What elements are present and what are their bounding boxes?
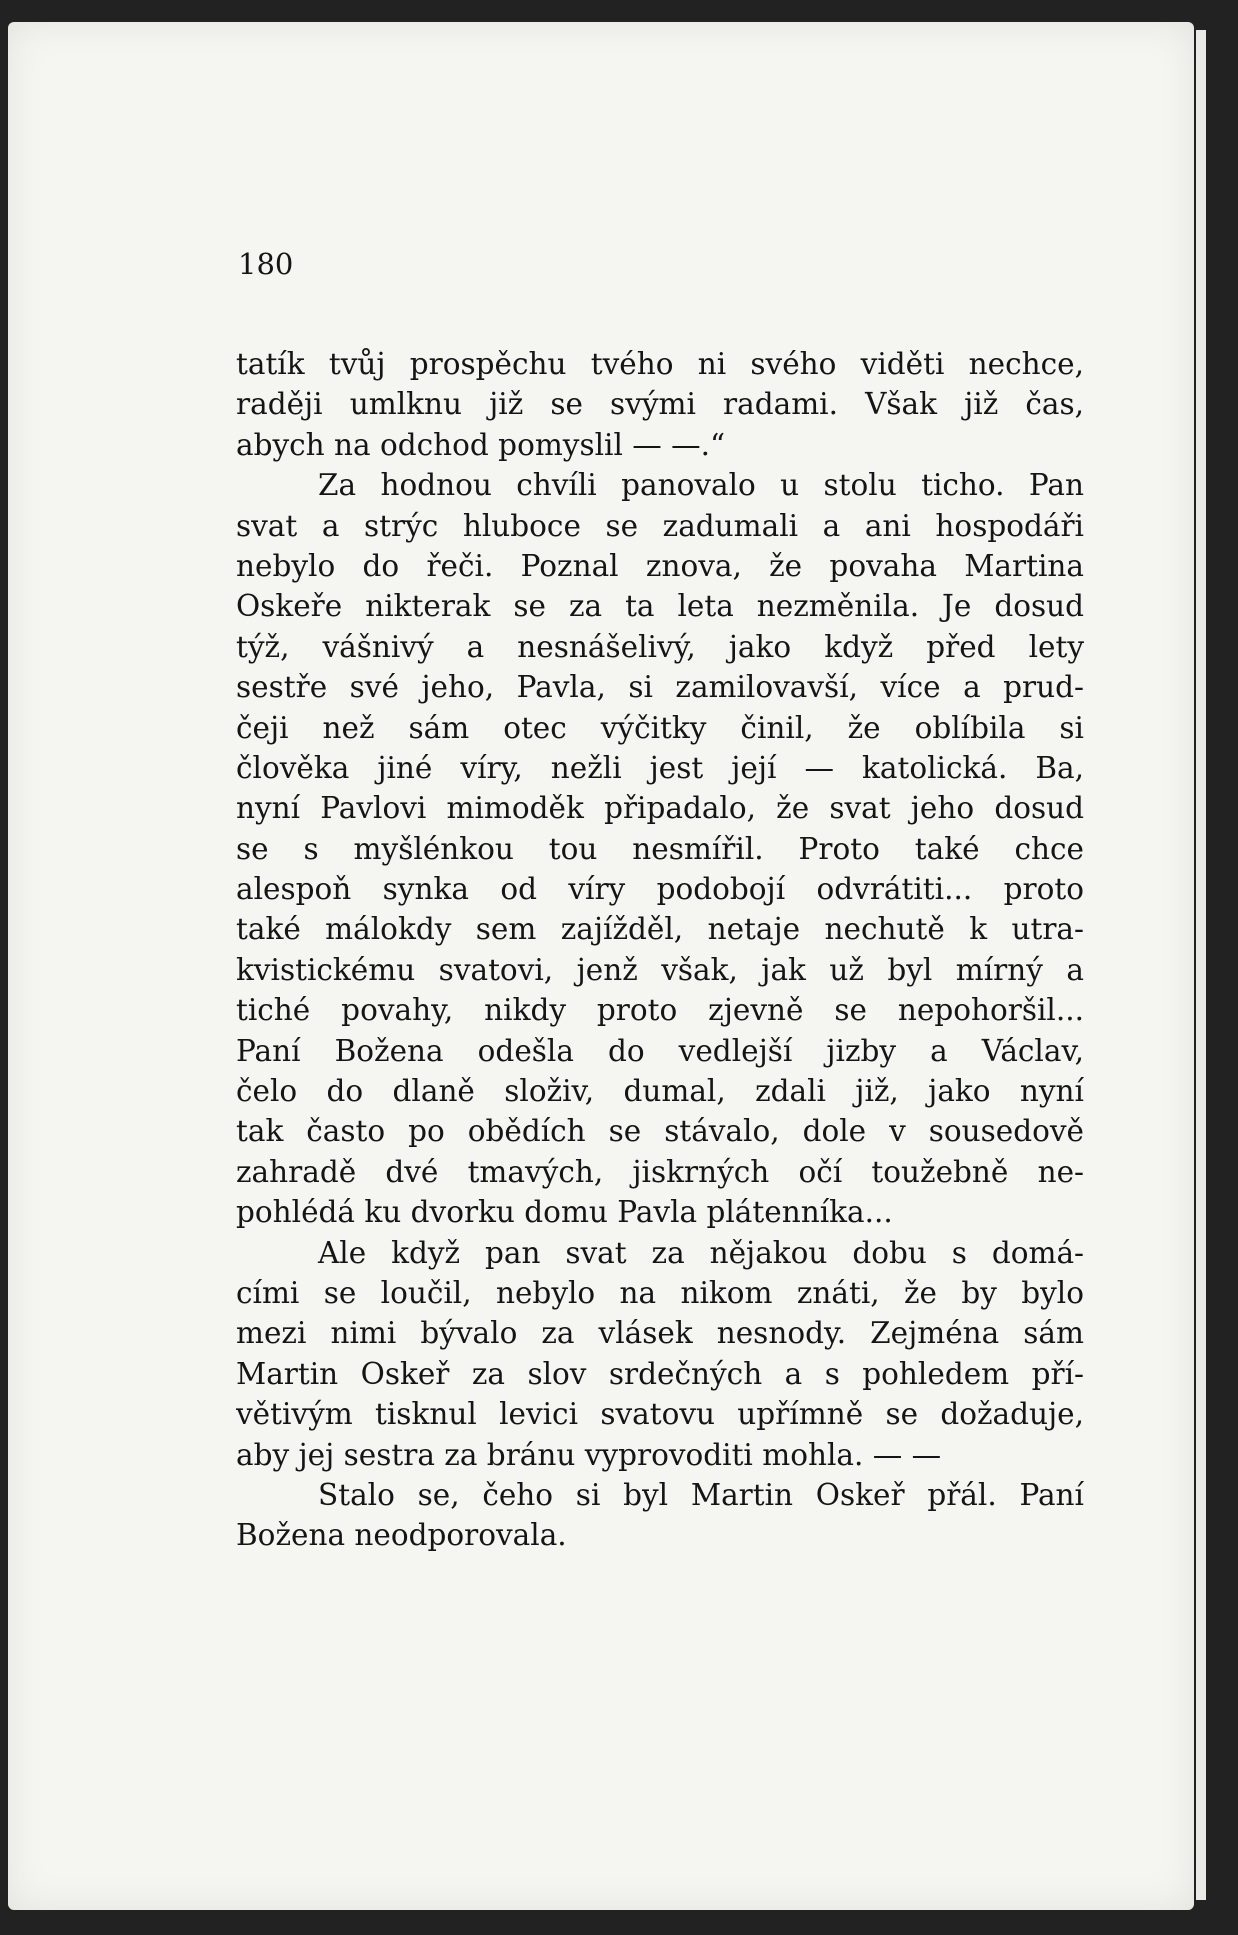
text-line: raději umlknu již se svými radami. Však již čas, [236, 387, 1084, 422]
page-number: 180 [238, 247, 294, 281]
text-line: se s myšlénkou tou nesmířil. Proto také chce [236, 831, 1084, 866]
body-text [236, 344, 1084, 1556]
text-line: Oskeře nikterak se za ta leta nezměnila. Je dosud [236, 589, 1084, 624]
text-line: Paní Božena odešla do vedlejší jizby a Václav, [236, 1033, 1084, 1068]
text-line: nebylo do řeči. Poznal znova, že povaha Martina [236, 548, 1084, 583]
paragraph [236, 344, 1084, 465]
page-edge [1196, 30, 1206, 1900]
text-line: Božena neodporovala. [236, 1518, 567, 1553]
text-line: týž, vášnivý a nesnášelivý, jako když před lety [236, 629, 1084, 664]
text-line: mezi nimi bývalo za vlásek nesnody. Zejména sám [236, 1316, 1084, 1351]
text-line: Ale když pan svat za nějakou dobu s domá- [318, 1235, 1084, 1270]
text-line: člověka jiné víry, nežli jest její — katolická. Ba, [236, 750, 1084, 785]
text-line: čeji než sám otec výčitky činil, že oblíbila si [236, 710, 1084, 745]
text-line: tatík tvůj prospěchu tvého ni svého viděti nechce, [236, 347, 1084, 381]
paragraph [236, 465, 1084, 1232]
text-line: pohlédá ku dvorku domu Pavla plátenníka... [236, 1195, 893, 1230]
text-line: svat a strýc hluboce se zadumali a ani hospodáři [236, 508, 1084, 543]
text-line: Za hodnou chvíli panovalo u stolu ticho. Pan [318, 468, 1084, 503]
text-line: tak často po obědích se stávalo, dole v sousedově [236, 1114, 1084, 1149]
text-line: sestře své jeho, Pavla, si zamilovavší, více a prud- [236, 670, 1084, 705]
text-line: kvistickému svatovi, jenž však, jak už byl mírný a [236, 952, 1084, 987]
text-line: čelo do dlaně složiv, dumal, zdali již, jako nyní [236, 1074, 1084, 1109]
text-line: alespoň synka od víry podobojí odvrátiti... proto [236, 872, 1084, 907]
text-line: zahradě dvé tmavých, jiskrných očí toužebně ne- [236, 1154, 1084, 1189]
text-line: aby jej sestra za bránu vyprovoditi mohla. — — [236, 1437, 942, 1472]
paragraph [236, 1233, 1084, 1475]
paragraph [236, 1475, 1084, 1556]
text-line: nyní Pavlovi mimoděk připadalo, že svat jeho dosud [236, 791, 1084, 826]
text-line: abych na odchod pomyslil — —.“ [236, 427, 726, 462]
text-line: tiché povahy, nikdy proto zjevně se nepohoršil... [236, 993, 1084, 1028]
text-line: Martin Oskeř za slov srdečných a s pohledem pří- [236, 1356, 1084, 1391]
text-line: větivým tisknul levici svatovu upřímně se dožaduje, [236, 1397, 1084, 1432]
text-line: Stalo se, čeho si byl Martin Oskeř přál. Paní [318, 1477, 1084, 1512]
text-line: cími se loučil, nebylo na nikom znáti, že by bylo [236, 1275, 1084, 1310]
text-line: také málokdy sem zajížděl, netaje nechutě k utra- [236, 912, 1084, 947]
